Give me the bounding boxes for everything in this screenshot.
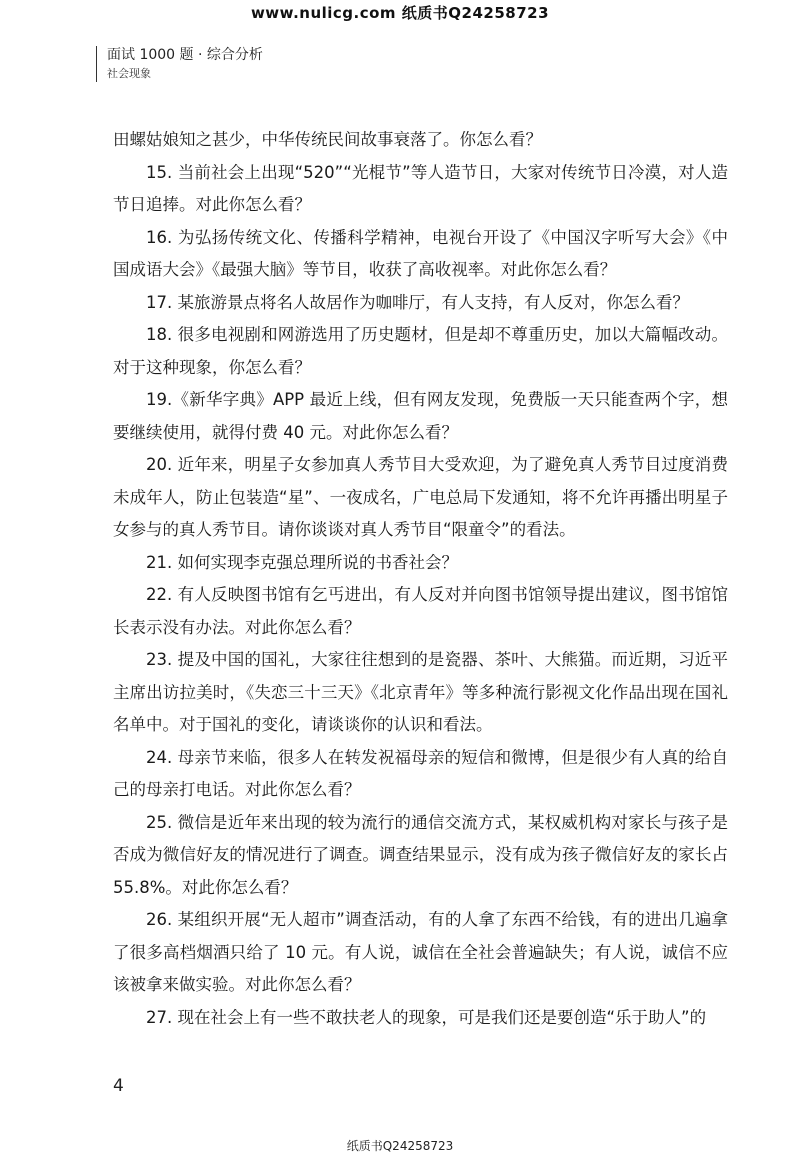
- running-header: [96, 46, 263, 82]
- page-number: 4: [113, 1076, 124, 1096]
- question-23: 23. 提及中国的国礼，大家往往想到的是瓷器、茶叶、大熊猫。而近期，习近平主席出访拉美时，《失恋三十三天》《北京青年》等多种流行影视文化作品出现在国礼名单中。对于国礼的变化，请谈谈你的认识和看法。: [113, 650, 728, 734]
- question-20: 20. 近年来，明星子女参加真人秀节目大受欢迎，为了避免真人秀节目过度消费未成年人，防止包装造“星”、一夜成名，广电总局下发通知，将不允许再播出明星子女参与的真人秀节目。请你谈谈对真人秀节目“限童令”的看法。: [113, 455, 728, 539]
- paragraph-continuation: 田螺姑娘知之甚少，中华传统民间故事衰落了。你怎么看？: [113, 130, 542, 149]
- question-19: 19.《新华字典》APP 最近上线，但有网友发现，免费版一天只能查两个字，想要继续使用，就得付费 40 元。对此你怎么看？: [113, 390, 728, 442]
- question-27: 27. 现在社会上有一些不敢扶老人的现象，可是我们还是要创造“乐于助人”的: [146, 1007, 707, 1027]
- question-25: 25. 微信是近年来出现的较为流行的通信交流方式，某权威机构对家长与孩子是否成为微信好友的情况进行了调查。调查结果显示，没有成为孩子微信好友的家长占 55.8%。对此你怎么看？: [113, 812, 728, 897]
- header-section-title: 社会现象: [107, 67, 151, 80]
- question-21: 21. 如何实现李克强总理所说的书香社会？: [146, 552, 458, 572]
- question-18: 18. 很多电视剧和网游选用了历史题材，但是却不尊重历史，加以大篇幅改动。对于这种现象，你怎么看？: [113, 325, 728, 377]
- top-watermark: www.nulicg.com 纸质书Q24258723: [250, 4, 550, 22]
- question-22: 22. 有人反映图书馆有乞丐进出，有人反对并向图书馆领导提出建议，图书馆馆长表示没有办法。对此你怎么看？: [113, 585, 728, 637]
- header-book-title: 面试 1000 题 · 综合分析: [107, 47, 263, 63]
- question-24: 24. 母亲节来临，很多人在转发祝福母亲的短信和微博，但是很少有人真的给自己的母亲打电话。对此你怎么看？: [113, 747, 728, 799]
- question-16: 16. 为弘扬传统文化、传播科学精神，电视台开设了《中国汉字听写大会》《中国成语大会》《最强大脑》等节目，收获了高收视率。对此你怎么看？: [113, 227, 728, 279]
- question-26: 26. 某组织开展“无人超市”调查活动，有的人拿了东西不给钱，有的进出几遍拿了很多高档烟酒只给了 10 元。有人说，诚信在全社会普遍缺失；有人说，诚信不应该被拿来做实验。对此你怎么看？: [113, 910, 728, 994]
- question-17: 17. 某旅游景点将名人故居作为咖啡厅，有人支持，有人反对，你怎么看？: [146, 292, 689, 312]
- page-body: [113, 124, 728, 1034]
- bottom-watermark: 纸质书Q24258723: [346, 1139, 454, 1153]
- question-15: 15. 当前社会上出现“520”“光棍节”等人造节日，大家对传统节日冷漠，对人造节日追捧。对此你怎么看？: [113, 162, 728, 214]
